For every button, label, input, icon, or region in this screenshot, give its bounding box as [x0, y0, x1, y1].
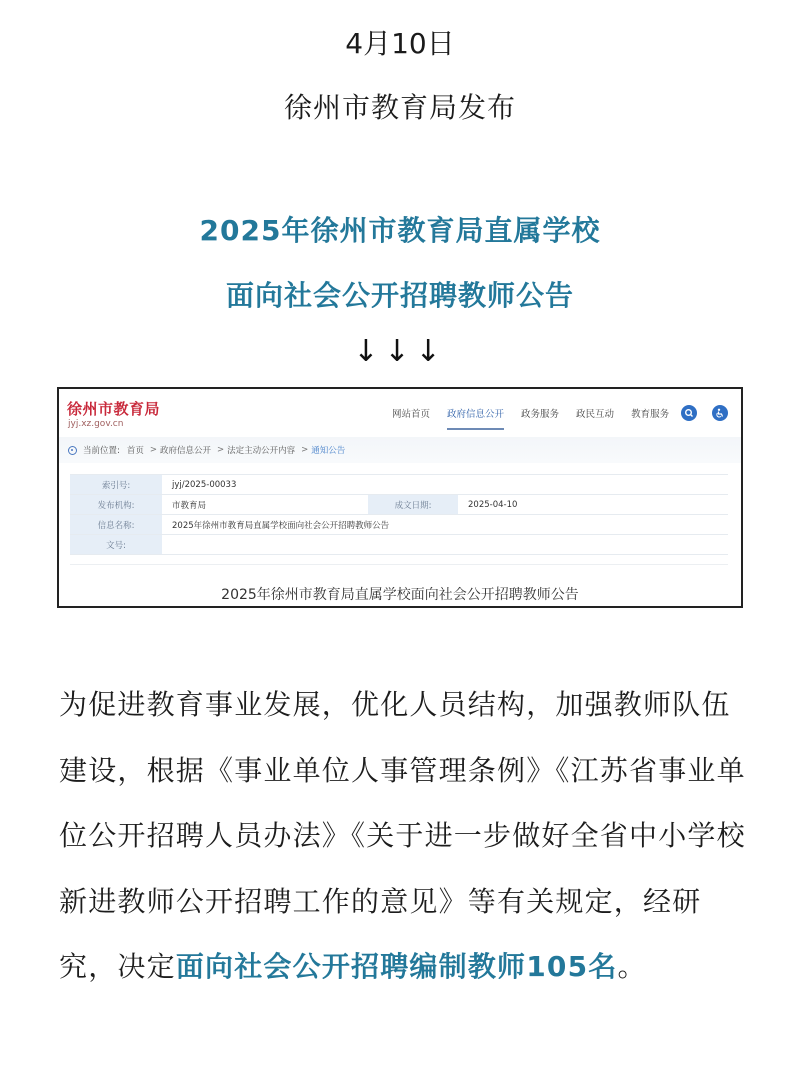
headline-line-2: 面向社会公开招聘教师公告 — [225, 279, 574, 312]
table-row — [70, 515, 728, 535]
breadcrumb-notices[interactable]: 通知公告 — [311, 446, 346, 456]
name-value: 2025年徐州市教育局直属学校面向社会公开招聘教师公告 — [162, 515, 728, 535]
breadcrumb-separator: > — [217, 445, 225, 455]
index-label: 索引号: — [70, 475, 162, 495]
site-domain: jyj.xz.gov.cn — [68, 419, 124, 429]
publisher-heading: 徐州市教育局发布 — [283, 91, 516, 124]
table-row — [70, 475, 728, 495]
body-text: 为促进教育事业发展，优化人员结构，加强教师队伍建设，根据《事业单位人事管理条例》《江苏省事业单位公开招聘人员办法》《关于进一步做好全省中小学校新进教师公开招聘工作的意见》等有关规定，经研究，决定 — [59, 688, 746, 983]
document-title: 2025年徐州市教育局直属学校面向社会公开招聘教师公告 — [221, 587, 579, 603]
accessibility-button[interactable] — [712, 405, 728, 421]
org-label: 发布机构: — [70, 495, 162, 515]
breadcrumb — [59, 437, 741, 463]
docno-value — [162, 535, 728, 555]
nav-item-home[interactable]: 网站首页 — [392, 409, 431, 420]
announcement-body — [59, 672, 749, 1000]
site-header — [59, 389, 741, 437]
website-screenshot — [57, 387, 743, 608]
nav-item-interaction[interactable]: 政民互动 — [576, 409, 615, 420]
date-label: 成文日期: — [368, 495, 458, 515]
nav-item-edu-services[interactable]: 教育服务 — [631, 409, 670, 420]
nav-item-gov-info[interactable]: 政府信息公开 — [447, 406, 504, 420]
search-button[interactable] — [681, 405, 697, 421]
site-logo[interactable]: 徐州市教育局 — [67, 400, 161, 418]
table-row — [70, 495, 728, 515]
breadcrumb-separator: > — [301, 445, 309, 455]
accessibility-icon — [715, 408, 725, 418]
body-highlight: 面向社会公开招聘编制教师105名 — [175, 950, 618, 983]
main-nav — [392, 406, 686, 420]
org-value: 市教育局 — [162, 495, 368, 515]
headline-line-1: 2025年徐州市教育局直属学校 — [199, 214, 601, 247]
nav-item-gov-services[interactable]: 政务服务 — [521, 409, 560, 420]
breadcrumb-statutory[interactable]: 法定主动公开内容 — [227, 446, 296, 456]
document-meta-table — [70, 474, 728, 555]
search-icon — [684, 408, 694, 418]
docno-label: 文号: — [70, 535, 162, 555]
body-end: 。 — [617, 950, 647, 983]
breadcrumb-separator: > — [149, 445, 158, 455]
name-label: 信息名称: — [70, 515, 162, 535]
index-value: jyj/2025-00033 — [162, 475, 728, 495]
divider — [70, 564, 728, 565]
location-pin-icon — [68, 446, 77, 455]
breadcrumb-gov-info[interactable]: 政府信息公开 — [160, 446, 212, 456]
date-heading: 4月10日 — [345, 27, 455, 60]
date-value: 2025-04-10 — [458, 495, 728, 515]
breadcrumb-home[interactable]: 首页 — [126, 446, 144, 456]
down-arrows-icon: ↓↓↓ — [353, 334, 447, 369]
breadcrumb-prefix: 当前位置: — [83, 446, 120, 456]
table-row — [70, 535, 728, 555]
